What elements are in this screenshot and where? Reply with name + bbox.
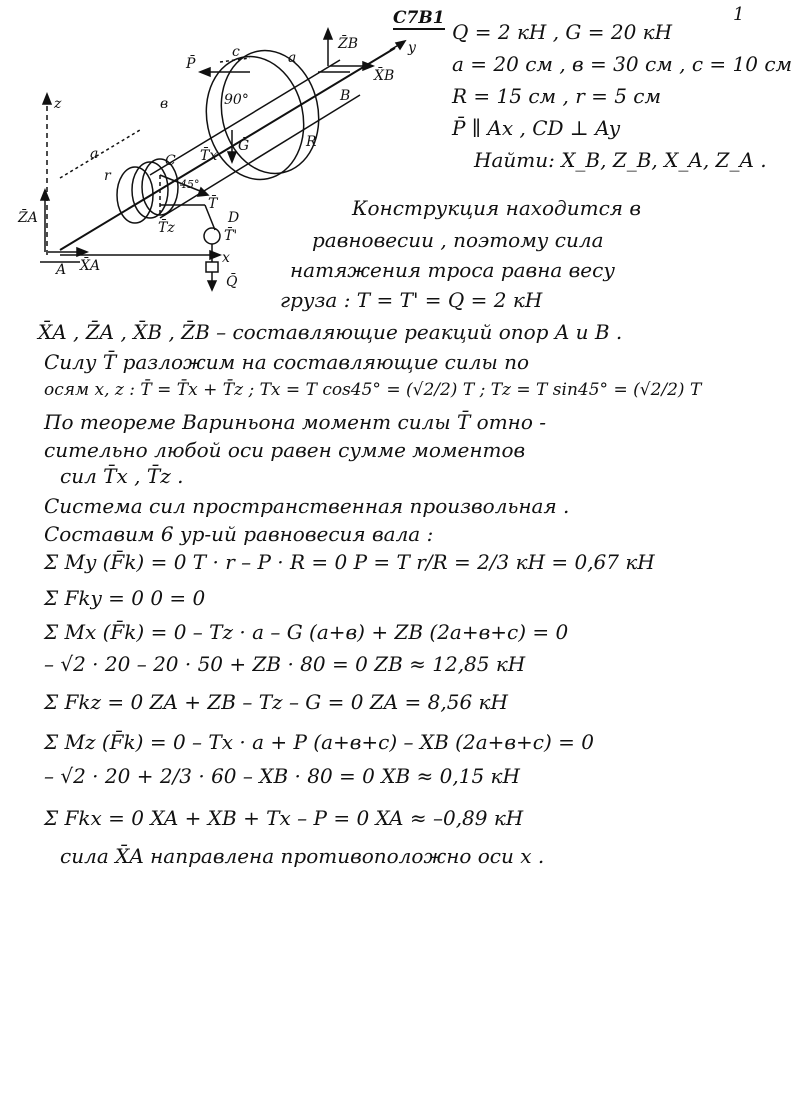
text-line-9: сительно любой оси равен сумме моментов bbox=[44, 438, 526, 462]
text-line-1: Конструкция находится в bbox=[352, 196, 642, 220]
label-force-t: T̄ bbox=[208, 196, 218, 212]
label-load-q: Q̄ bbox=[226, 274, 238, 290]
label-dim-c: c bbox=[232, 44, 240, 60]
label-point-a: A bbox=[56, 262, 67, 278]
equation-xb-result: – √2 · 20 + 2/3 · 60 – XB · 80 = 0 XB ≈ 0,15 кН bbox=[44, 764, 520, 788]
equation-sum-fy: Σ Fky = 0 0 = 0 bbox=[44, 586, 206, 610]
label-dim-b: в bbox=[160, 96, 169, 112]
given-find: Найти: X_B, Z_B, X_A, Z_A . bbox=[474, 148, 767, 172]
text-line-7: осям x, z : T̄ = T̄x + T̄z ; Tx = T cos45° = (√2/2) T ; Tz = T sin45° = (√2/2) T bbox=[44, 380, 702, 400]
label-t-prime: T̄' bbox=[224, 228, 238, 244]
equation-sum-fx: Σ Fkx = 0 XA + XB + Tx – P = 0 XA ≈ –0,89 кН bbox=[44, 806, 524, 830]
label-point-b: B bbox=[340, 88, 351, 104]
label-radius-big-r: R bbox=[306, 134, 317, 150]
given-forces: Q = 2 кН , G = 20 кН bbox=[452, 20, 673, 44]
text-line-11: Система сил пространственная произвольная . bbox=[44, 494, 570, 518]
task-code: С7В1 bbox=[393, 8, 445, 28]
equation-sum-mx: Σ Mx (F̄k) = 0 – Tz · a – G (a+в) + ZB (2a+в+c) = 0 bbox=[44, 620, 569, 644]
text-line-8: По теореме Вариньона момент силы T̄ отно - bbox=[44, 410, 546, 434]
label-x-axis: x bbox=[222, 250, 230, 266]
label-radius-r: r bbox=[104, 168, 111, 184]
label-xb: X̄B bbox=[374, 68, 395, 84]
given-dimensions: a = 20 см , в = 30 см , с = 10 см bbox=[452, 52, 793, 76]
label-force-tz: T̄z bbox=[158, 220, 175, 236]
label-force-tx: T̄x bbox=[200, 148, 218, 164]
label-point-d: D bbox=[228, 210, 240, 226]
page-number: 1 bbox=[733, 4, 745, 25]
label-angle-90: 90° bbox=[224, 92, 249, 108]
conclusion-line: сила X̄A направлена противоположно оси x . bbox=[60, 844, 545, 868]
label-xa: X̄A bbox=[80, 258, 101, 274]
label-za: Z̄A bbox=[18, 210, 38, 226]
label-point-c: C bbox=[165, 153, 176, 169]
equation-sum-my: Σ My (F̄k) = 0 T · r – P · R = 0 P = T r/R = 2/3 кН = 0,67 кН bbox=[44, 550, 655, 574]
label-zb: Z̄B bbox=[338, 36, 359, 52]
label-y-axis: y bbox=[408, 40, 416, 56]
equation-sum-fz: Σ Fkz = 0 ZA + ZB – Tz – G = 0 ZA = 8,56 кН bbox=[44, 690, 508, 714]
label-dim-a-left: a bbox=[90, 146, 99, 162]
label-force-p: P̄ bbox=[186, 56, 196, 72]
label-angle-45: 45° bbox=[180, 178, 200, 191]
label-dim-a-right: a bbox=[288, 50, 297, 66]
text-line-3: натяжения троса равна весу bbox=[290, 258, 615, 282]
text-line-6: Силу T̄ разложим на составляющие силы по bbox=[44, 350, 530, 374]
equation-sum-mz: Σ Mz (F̄k) = 0 – Tx · a + P (a+в+c) – XB (2a+в+c) = 0 bbox=[44, 730, 594, 754]
text-line-4: груза : T = T' = Q = 2 кН bbox=[280, 288, 543, 312]
text-line-10: сил T̄x , T̄z . bbox=[60, 464, 184, 488]
text-line-2: равновесии , поэтому сила bbox=[312, 228, 604, 252]
label-force-g: Ḡ bbox=[238, 138, 250, 154]
text-line-5: X̄A , Z̄A , X̄B , Z̄B – составляющие реакций опор A и B . bbox=[38, 320, 623, 344]
text-line-12: Составим 6 ур-ий равновесия вала : bbox=[44, 522, 434, 546]
equation-zb-result: – √2 · 20 – 20 · 50 + ZB · 80 = 0 ZB ≈ 12,85 кН bbox=[44, 652, 526, 676]
given-radii: R = 15 см , r = 5 см bbox=[452, 84, 662, 108]
given-conditions: P̄ ∥ Ax , CD ⊥ Ay bbox=[452, 116, 620, 140]
label-z-axis: z bbox=[54, 96, 62, 112]
